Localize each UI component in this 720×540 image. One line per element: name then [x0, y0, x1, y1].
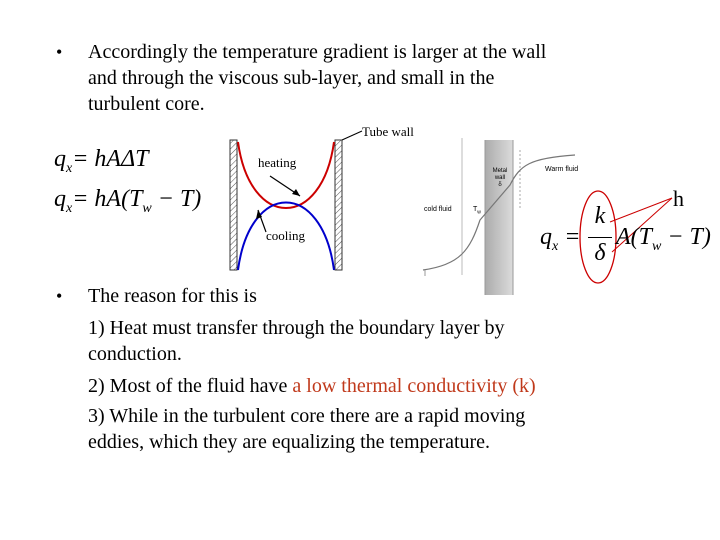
bullet-2-line-3: conduction.	[88, 343, 182, 365]
tw-label: $T_w$	[473, 206, 481, 216]
equation-q-h-delta-t: $q_x= hA\Delta T$	[54, 146, 149, 176]
bullet-2-line-4: 2) Most of the fluid have a low thermal conductivity (k)	[88, 375, 536, 397]
bullet-2-line-1: The reason for this is	[88, 285, 257, 307]
bullet-1-line-3: turbulent core.	[88, 93, 205, 115]
bullet-marker: •	[56, 42, 63, 62]
heating-label: heating	[258, 155, 297, 170]
h-label: h	[673, 186, 684, 211]
tube-wall-arrow	[342, 131, 362, 140]
warm-fluid-label: Warm fluid	[545, 166, 579, 173]
left-tube-wall	[230, 140, 237, 270]
bullet-2-line-6: eddies, which they are equalizing the temperature.	[88, 431, 491, 453]
bullet-1-line-2: and through the viscous sub-layer, and small in the	[88, 67, 495, 89]
fraction-bar	[588, 237, 612, 238]
heating-arrowhead	[292, 189, 300, 196]
equation-q-h-tw-t: $q_x= hA(T_w - T)$	[54, 186, 202, 216]
h-callout-line-1	[610, 198, 672, 222]
equation-q-conduction-rhs: $A(T_w - T)$	[616, 224, 711, 254]
equation-q-conduction: $q_x$ =	[540, 224, 581, 254]
metal-wall-band	[485, 140, 513, 295]
bullet-2-line-5: 3) While in the turbulent core there are a rapid moving	[88, 405, 526, 427]
low-conductivity-highlight: a low thermal conductivity (k)	[292, 375, 536, 397]
bullet-marker: •	[56, 286, 63, 306]
tube-wall-label: Tube wall	[362, 124, 414, 139]
fraction-denominator: δ	[594, 240, 606, 266]
metal-wall-label: Metal wall δ	[492, 168, 508, 188]
right-tube-wall	[335, 140, 342, 270]
heating-curve	[238, 142, 334, 208]
bullet-2-line-2: 1) Heat must transfer through the boundary layer by	[88, 317, 505, 339]
fraction-numerator: k	[594, 203, 606, 229]
cooling-label: cooling	[266, 228, 305, 243]
cold-fluid-label: cold fluid	[424, 206, 452, 213]
bullet-1-line-1: Accordingly the temperature gradient is larger at the wall	[88, 41, 547, 63]
